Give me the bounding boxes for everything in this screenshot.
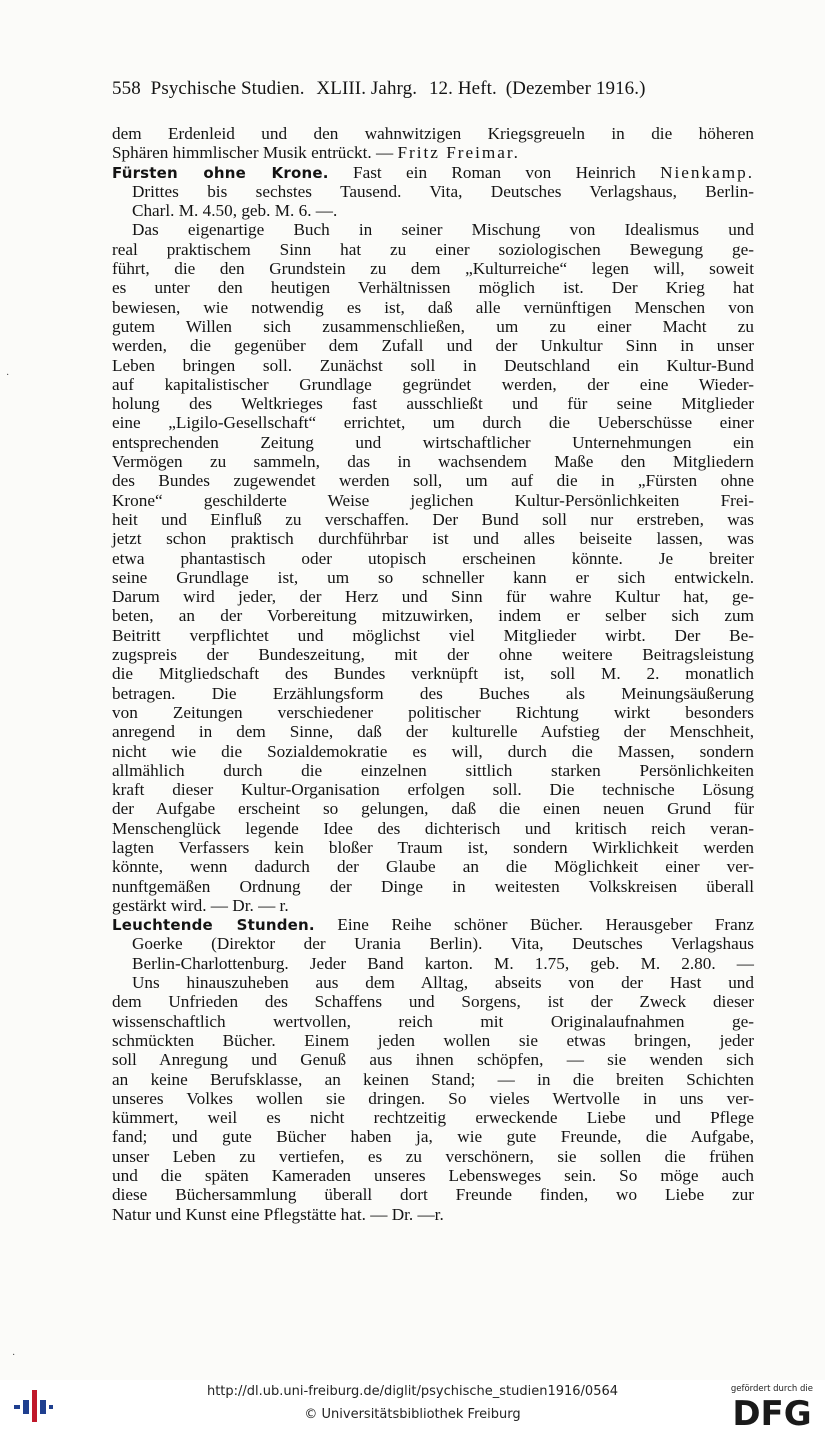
text-line [112,240,754,259]
line-text: soll Anregung und Genuß aus ihnen schöpfen, — sie wenden sich [112,1050,754,1070]
line-text: beten, an der Vorbereitung mitzuwirken, indem er selber sich zum [112,606,754,626]
line-text: Krone“ geschilderte Weise jeglichen Kultur-Persönlichkeiten Frei- [112,490,754,510]
line-text: es unter den heutigen Verhältnissen möglich ist. Der Krieg hat [112,278,754,298]
line-text: an keine Berufsklasse, an keinen Stand; — in die breiten Schichten [112,1069,754,1089]
text-line [112,819,754,838]
article-body [112,124,754,1224]
line-text: des Bundes zugewendet werden soll, um auf die in „Fürsten ohne [112,471,754,491]
text-line [112,336,754,355]
text-line [112,838,754,857]
line-text: nunftgemäßen Ordnung der Dinge in weitesten Volkskreisen überall [112,876,754,896]
spaced-name: Nienkamp. [660,162,754,182]
text-line [112,1050,754,1069]
dfg-logo-text: DFG [732,1396,812,1428]
text-line [112,1205,754,1224]
line-text: zugspreis der Bundeszeitung, mit der ohne weitere Beitragsleistung [112,645,754,665]
text-line [112,742,754,761]
text-line [112,1070,754,1089]
line-text: Darum wird jeder, der Herz und Sinn für wahre Kultur hat, ge- [112,587,754,607]
text-line [112,568,754,587]
text-line [112,510,754,529]
text-line [112,182,754,201]
line-text: etwa phantastisch oder utopisch erscheinen könnte. Je breiter [112,548,754,568]
line-text: Vermögen zu sammeln, das in wachsendem Maße den Mitgliedern [112,452,754,472]
text-line [112,934,754,953]
line-text: jetzt schon praktisch durchführbar ist und alles beiseite lassen, was [112,529,754,549]
text-line [112,143,754,162]
issue-label: 12. Heft. [428,78,497,99]
line-text: Uns hinauszuheben aus dem Alltag, abseits von der Hast und [132,973,754,993]
line-text: Eine Reihe schöner Bücher. Herausgeber Franz [314,915,754,935]
line-text: Drittes bis sechstes Tausend. Vita, Deutsches Verlagshaus, Berlin- [132,181,754,201]
line-text: kümmert, weil es nicht rechtzeitig erweckende Liebe und Pflege [112,1108,754,1128]
line-text: könnte, wenn dadurch der Glaube an die Möglichkeit einer ver- [112,857,754,877]
text-line [112,163,754,182]
line-text: von Zeitungen verschiedener politischer Richtung wirkt besonders [112,702,754,722]
line-text: Charl. M. 4.50, geb. M. 6. —. [132,201,338,221]
line-text: Leben bringen soll. Zunächst soll in Deutschland ein Kultur-Bund [112,355,754,375]
volume-label: XLIII. Jahrg. [316,78,418,99]
text-line [112,124,754,143]
line-text: heit und Einfluß zu verschaffen. Der Bund soll nur erstreben, was [112,509,754,529]
line-text: holung des Weltkrieges fast ausschließt und für seine Mitglieder [112,394,754,414]
line-text: real praktischem Sinn hat zu einer soziologischen Bewegung ge- [112,239,754,259]
text-line [112,549,754,568]
line-text: Berlin-Charlottenburg. Jeder Band karton. M. 1.75, geb. M. 2.80. — [132,953,754,973]
text-line [112,664,754,683]
line-text: anregend in dem Sinne, daß der kulturelle Aufstieg der Menschheit, [112,722,754,742]
entry-title: Leuchtende Stunden. [112,916,315,935]
journal-title: Psychische Studien. [150,78,305,99]
line-text: seine Grundlage ist, um so schneller kann er sich entwickeln. [112,567,754,587]
margin-dot: · [6,370,10,381]
text-line [112,201,754,220]
line-text: werden, die gegenüber dem Zufall und der Unkultur Sinn in unser [112,336,754,356]
text-line [112,413,754,432]
line-text: die Mitgliedschaft des Bundes verknüpft ist, soll M. 2. monatlich [112,664,754,684]
text-line [112,1089,754,1108]
line-text: gestärkt wird. — Dr. — r. [112,895,289,915]
text-line [112,703,754,722]
line-text: unseres Volkes wollen sie dringen. So vieles Wertvolle in uns ver- [112,1088,754,1108]
entry-title: Fürsten ohne Krone. [112,163,329,182]
text-line [112,626,754,645]
line-text: kraft dieser Kultur-Organisation erfolgen soll. Die technische Lösung [112,780,754,800]
line-text: und die späten Kameraden unseres Lebensweges sein. So möge auch [112,1166,754,1186]
text-line [112,992,754,1011]
line-text: auf kapitalistischer Grundlage gegründet werden, der eine Wieder- [112,374,754,394]
text-line [112,452,754,471]
dfg-logo-icon [729,1396,815,1428]
line-text: führt, die den Grundstein zu dem „Kulturreiche“ legen will, soweit [112,259,754,279]
text-line [112,857,754,876]
text-line [112,780,754,799]
line-text: gutem Willen sich zusammenschließen, um zu einer Macht zu [112,316,754,336]
spaced-name: Fritz Freimar. [397,143,520,163]
line-text: unser Leben zu vertiefen, es zu verschönern, sie sollen die frühen [112,1146,754,1166]
line-text: bewiesen, wie notwendig es ist, daß alle vernünftigen Menschen von [112,297,754,317]
text-line [112,471,754,490]
running-header [112,78,754,100]
line-text: Das eigenartige Buch in seiner Mischung von Idealismus und [132,220,754,240]
text-line [112,356,754,375]
text-line [112,1185,754,1204]
line-text: lagten Verfassers kein bloßer Traum ist, sondern Wirklichkeit werden [112,837,754,857]
text-line [112,298,754,317]
line-text: Beitritt verpflichtet und möglichst viel Mitglieder wirbt. Der Be- [112,625,754,645]
text-line [112,317,754,336]
text-line [112,1166,754,1185]
line-text: entsprechenden Zeitung und wirtschaftlicher Unternehmungen ein [112,432,754,452]
line-text: Natur und Kunst eine Pflegstätte hat. — Dr. —r. [112,1204,444,1224]
line-text: wissenschaftlich wertvollen, reich mit Originalaufnahmen ge- [112,1011,754,1031]
text-line [112,761,754,780]
line-text: betragen. Die Erzählungsform des Buches als Meinungsäußerung [112,683,754,703]
text-line [112,278,754,297]
line-text: dem Unfrieden des Schaffens und Sorgens, ist der Zweck dieser [112,992,754,1012]
text-line [112,973,754,992]
margin-dot: · [12,1350,16,1361]
text-line [112,606,754,625]
text-line [112,684,754,703]
text-line [112,587,754,606]
line-text: nicht wie die Sozialdemokratie es will, durch die Massen, sondern [112,741,754,761]
text-line [112,1031,754,1050]
text-line [112,896,754,915]
text-line [112,259,754,278]
text-line [112,1012,754,1031]
text-line [112,954,754,973]
line-text: Menschenglück legende Idee des dichterisch und kritisch reich veran- [112,818,754,838]
line-text: dem Erdenleid und den wahnwitzigen Kriegsgreueln in die höheren [112,124,754,143]
line-text: fand; und gute Bücher haben ja, wie gute Freunde, die Aufgabe, [112,1127,754,1147]
line-text: der Aufgabe erscheint so gelungen, daß die einen neuen Grund für [112,799,754,819]
page-number: 558 [112,78,141,99]
text-line [112,645,754,664]
text-line [112,375,754,394]
copyright-notice: © Universitätsbibliothek Freiburg [304,1407,521,1422]
permalink-url[interactable]: http://dl.ub.uni-freiburg.de/diglit/psychische_studien1916/0564 [206,1384,619,1399]
line-text: Sphären himmlischer Musik entrückt. — [112,143,398,163]
text-line [112,1108,754,1127]
line-text: allmählich durch die einzelnen sittlich starken Persönlichkeiten [112,760,754,780]
line-text: diese Büchersammlung überall dort Freunde finden, wo Liebe zur [112,1185,754,1205]
text-line [112,1147,754,1166]
text-line [112,877,754,896]
line-text: Goerke (Direktor der Urania Berlin). Vita, Deutsches Verlagshaus [132,934,754,954]
text-line [112,722,754,741]
text-line [112,529,754,548]
text-line [112,799,754,818]
text-line [112,220,754,239]
text-line [112,491,754,510]
text-line [112,1127,754,1146]
text-line [112,915,754,934]
line-text: schmückten Bücher. Einem jeden wollen sie etwas bringen, jeder [112,1030,754,1050]
line-text: eine „Ligilo-Gesellschaft“ errichtet, um durch die Ueberschüsse einer [112,413,754,433]
issue-date: (Dezember 1916.) [505,78,646,99]
viewer-footer [0,1380,825,1430]
line-text: Fast ein Roman von Heinrich [328,162,661,182]
text-line [112,394,754,413]
funding-note: gefördert durch die [730,1384,813,1394]
text-line [112,433,754,452]
